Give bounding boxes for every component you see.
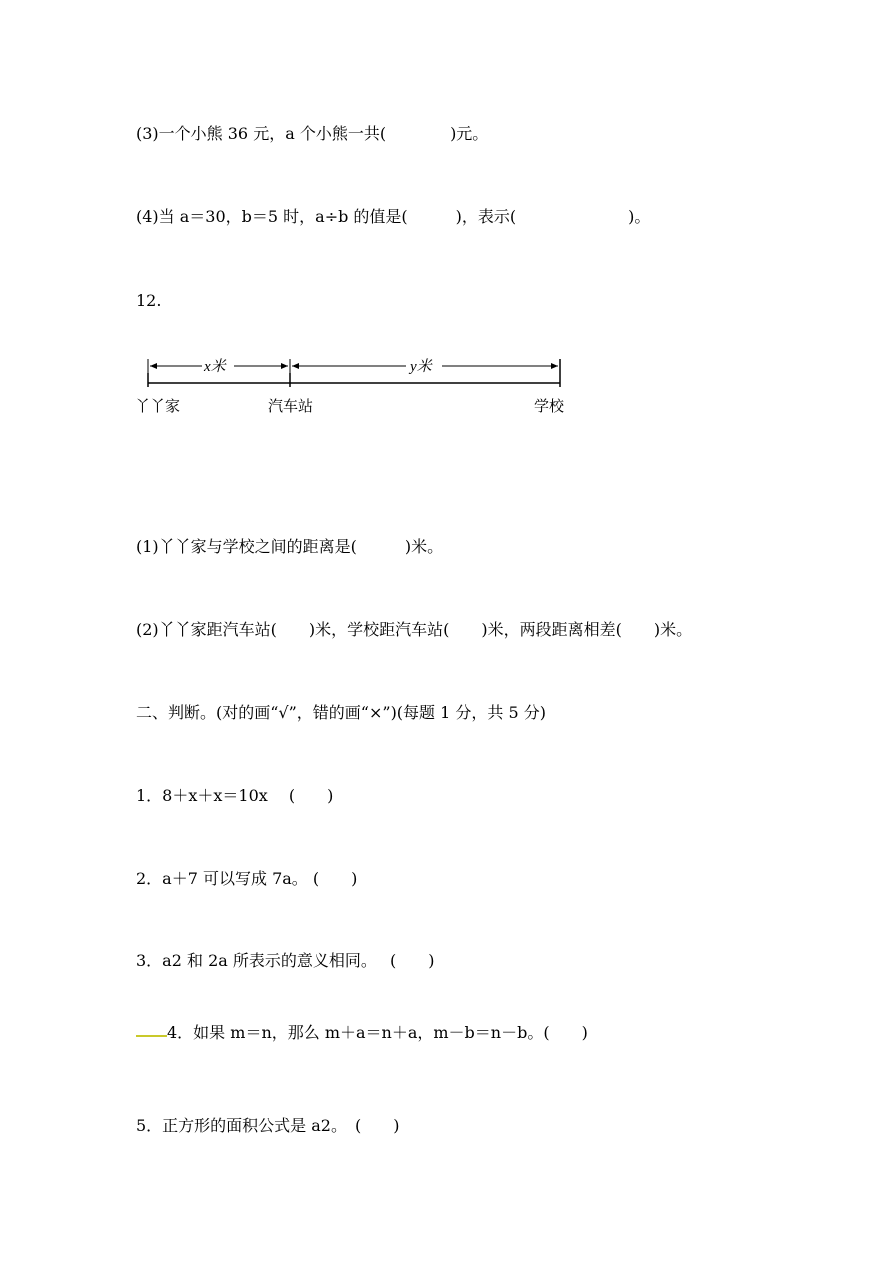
seg1-left-arrow: [150, 363, 157, 369]
seg2-label: y米: [410, 359, 432, 375]
judge-item-3: 3．a2 和 2a 所表示的意义相同。 ( ): [136, 951, 435, 970]
section-2-heading: 二、判断。(对的画“√”，错的画“×”)(每题 1 分，共 5 分): [136, 703, 546, 722]
question-12-sub1: (1)丫丫家与学校之间的距离是( )米。: [136, 537, 444, 556]
label-school: 学校: [534, 397, 565, 415]
judge-item-4: 4．如果 m＝n，那么 m＋a＝n＋a，m－b＝n－b。( ): [167, 1023, 588, 1042]
question-3: (3)一个小熊 36 元，a 个小熊一共( )元。: [136, 124, 489, 143]
label-station: 汽车站: [268, 397, 314, 415]
seg1-right-arrow: [281, 363, 288, 369]
judge-item-5: 5．正方形的面积公式是 a2。 ( ): [136, 1116, 400, 1135]
question-4: (4)当 a＝30，b＝5 时，a÷b 的值是( )，表示( )。: [136, 207, 651, 226]
distance-diagram: [130, 345, 590, 425]
highlight-underline: [136, 1035, 167, 1037]
seg2-left-arrow: [292, 363, 299, 369]
question-12-number: 12.: [136, 291, 162, 310]
label-home: 丫丫家: [135, 397, 181, 415]
question-12-sub2: (2)丫丫家距汽车站( )米，学校距汽车站( )米，两段距离相差( )米。: [136, 620, 693, 639]
seg2-right-arrow: [551, 363, 558, 369]
judge-item-1: 1．8＋x＋x＝10x ( ): [136, 786, 334, 805]
judge-item-2: 2．a＋7 可以写成 7a。 ( ): [136, 869, 358, 888]
seg1-label: x米: [204, 359, 226, 375]
